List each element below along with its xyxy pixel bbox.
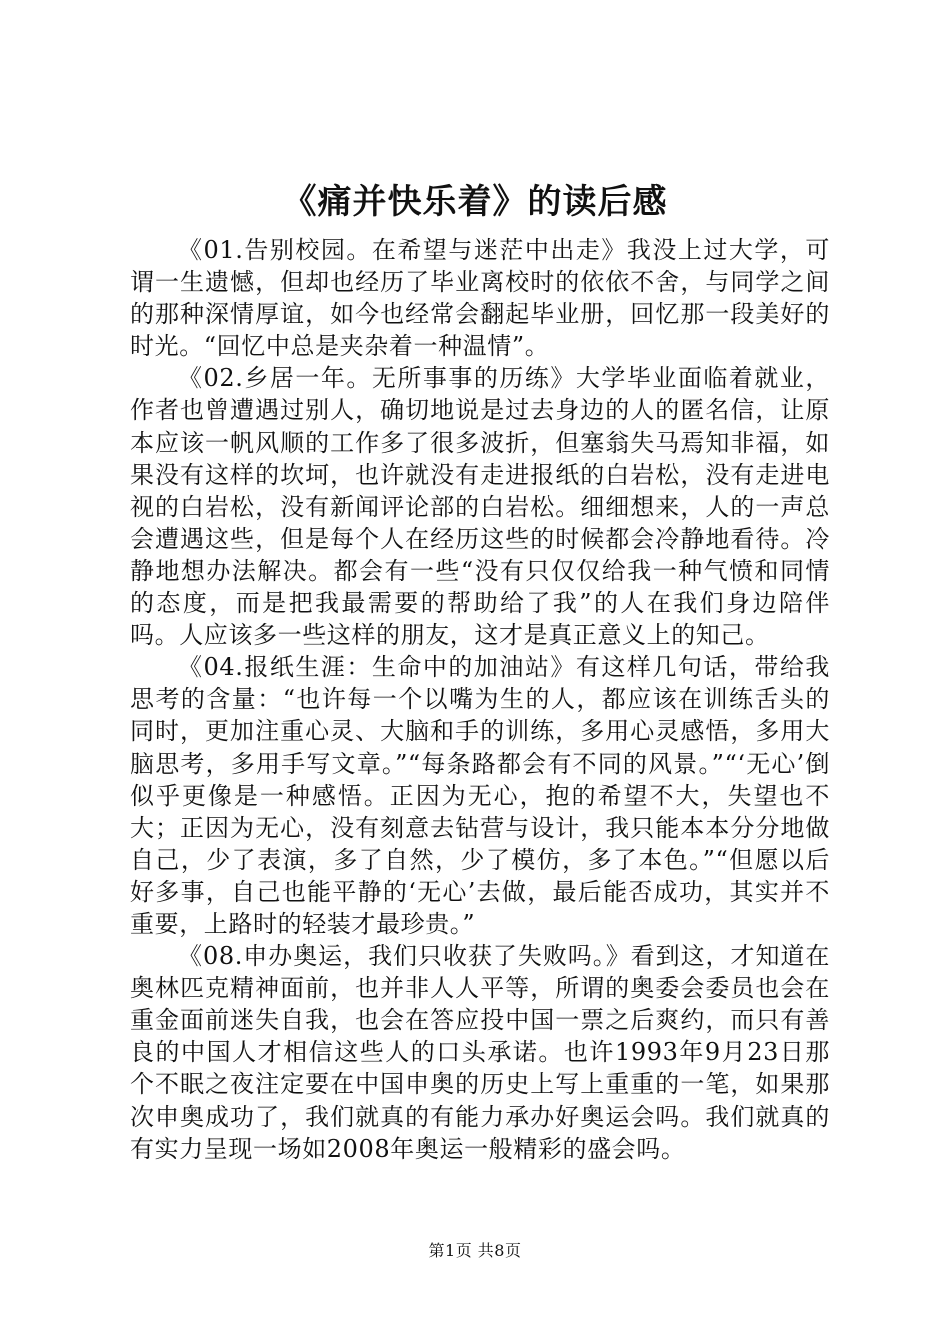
document-body <box>130 234 830 1165</box>
paragraph-2: 《02.乡居一年。无所事事的历练》大学毕业面临着就业，作者也曾遭遇过别人，确切地说是过去身边的人的匿名信，让原本应该一帆风顺的工作多了很多波折，但塞翁失马焉知非福，如果没有这样的坎坷，也许就没有走进报纸的白岩松，没有走进电视的白岩松，没有新闻评论部的白岩松。细细想来，人的一声总会遭遇这些，但是每个人在经历这些的时候都会冷静地看待。冷静地想办法解决。都会有一些“没有只仅仅给我一种气愤和同情的态度，而是把我最需要的帮助给了我”的人在我们身边陪伴吗。人应该多一些这样的朋友，这才是真正意义上的知己。 <box>130 364 830 650</box>
page-footer: 第1页 共8页 <box>428 1241 522 1260</box>
paragraph-4: 《08.申办奥运，我们只收获了失败吗。》看到这，才知道在奥林匹克精神面前，也并非人人平等，所谓的奥委会委员也会在重金面前迷失自我，也会在答应投中国一票之后爽约，而只有善良的中国人才相信这些人的口头承诺。也许1993年9月23日那个不眠之夜注定要在中国申奥的历史上写上重重的一笔，如果那次申奥成功了，我们就真的有能力承办好奥运会吗。我们就真的有实力呈现一场如2008年奥运一般精彩的盛会吗。 <box>130 942 830 1163</box>
paragraph-3: 《04.报纸生涯：生命中的加油站》有这样几句话，带给我思考的含量：“也许每一个以嘴为生的人，都应该在训练舌头的同时，更加注重心灵、大脑和手的训练，多用心灵感悟，多用大脑思考，多用手写文章。”“每条路都会有不同的风景。”“‘无心’倒似乎更像是一种感悟。正因为无心，抱的希望不大，失望也不大；正因为无心，没有刻意去钻营与设计，我只能本本分分地做自己，少了表演，多了自然，少了模仿，多了本色。”“但愿以后好多事，自己也能平静的‘无心’去做，最后能否成功，其实并不重要，上路时的轻装才最珍贵。” <box>130 653 830 938</box>
paragraph-1: 《01.告别校园。在希望与迷茫中出走》我没上过大学，可谓一生遗憾，但却也经历了毕业离校时的依依不舍，与同学之间的那种深情厚谊，如今也经常会翻起毕业册，回忆那一段美好的时光。“回忆中总是夹杂着一种温情”。 <box>130 236 830 361</box>
document-title: 《痛并快乐着》的读后感 <box>282 182 668 222</box>
